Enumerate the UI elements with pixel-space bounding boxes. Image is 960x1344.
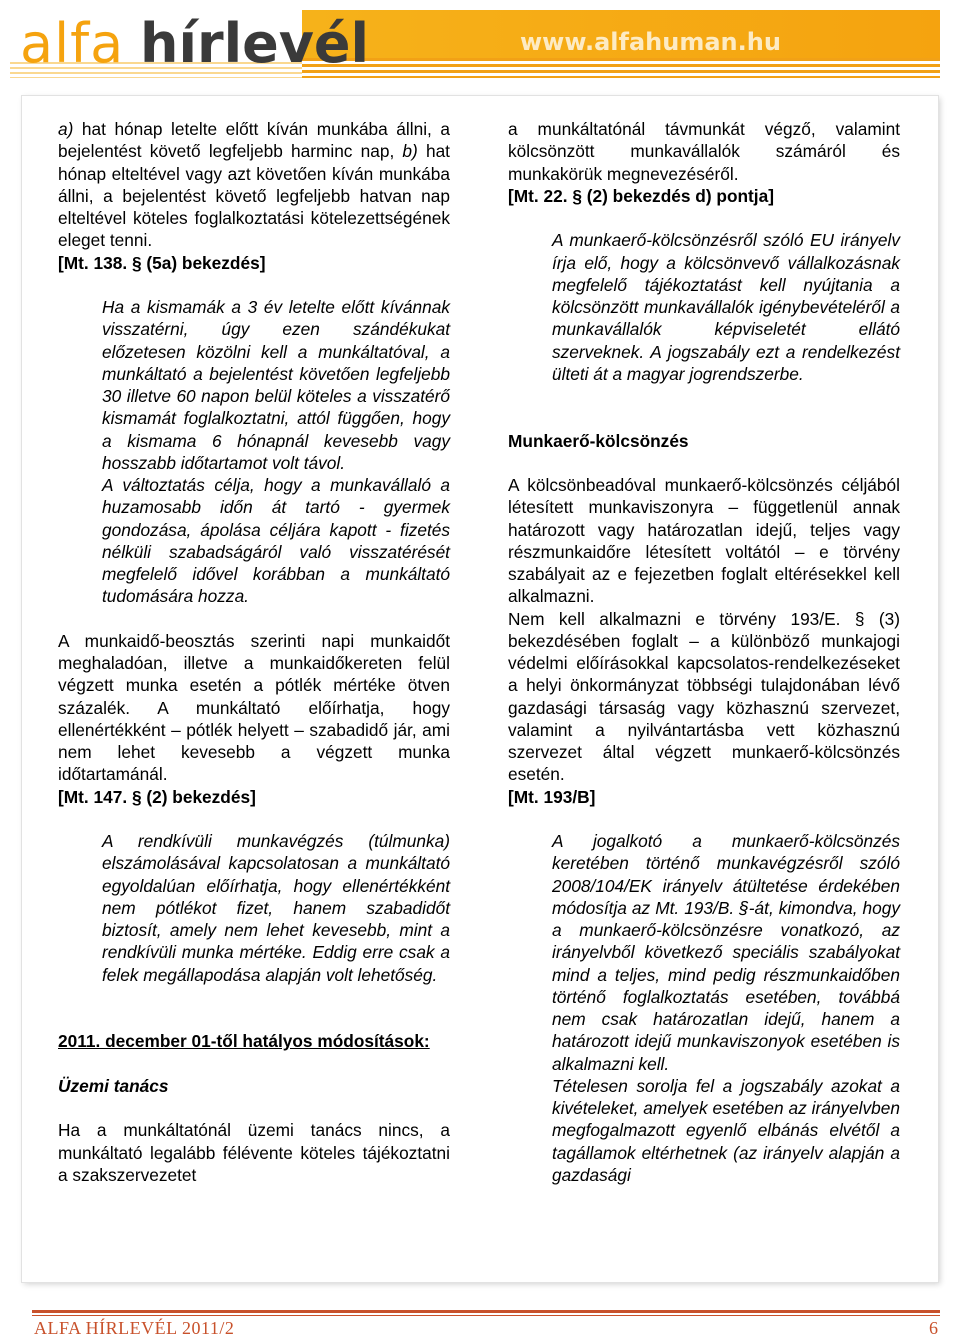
banner-stripes: [302, 58, 940, 78]
commentary-quote: A jogalkotó a munkaerő-kölcsönzés keretében történő munkavégzésről szóló 2008/104/EK irányelv átültetése érdekében módosítja az Mt. 193/B. §-át, kimondva, hogy a munkaerő-kölcsönzésre vonatkozó, az irányelvből következő speciális szabályokat mind a teljes, mind pedig részmunkaidőben történő foglalkoztatás esetében, továbbá nem csak határozatlan idejű, hanem a határozott idejű munkaviszonyok esetében is alkalmazni kell.: [552, 831, 900, 1074]
commentary-quote: A változtatás célja, hogy a munkavállaló a huzamosabb időn át tartó - gyermek gondozása, ápolása céljára kapott - fizetés nélküli szabadságáról való visszatérését megfelelő idővel korábban a munkáltató tudomására hozza.: [102, 475, 450, 607]
footer-publication: ALFA HÍRLEVÉL 2011/2: [34, 1318, 235, 1338]
page-number: 6: [929, 1318, 938, 1338]
commentary-quote: A munkaerő-kölcsönzésről szóló EU irányelv írja elő, hogy a kölcsönvevő vállalkozásnak megfelelő tájékoztatást kell nyújtania a kölcsönzött munkavállalók igénybevételéről a munkavállalók képviseletét ellátó szerveknek. A jogszabály ezt a rendelkezést ülteti át a magyar jogrendszerbe.: [552, 230, 900, 384]
commentary-quote: A rendkívüli munkavégzés (túlmunka) elszámolásával kapcsolatosan a munkáltató egyoldalúan előírhatja, hogy ellenértékként nem pótlékot fizet, hanem szabadidőt biztosít, amely nem lehet kevesebb, mint a rendkívüli munka mértéke. Eddig erre csak a felek megállapodása alapján volt lehetőség.: [102, 831, 450, 985]
paragraph-remote-workers: a munkáltatónál távmunkát végző, valamint kölcsönzött munkavállalók számáról és munkakörük megnevezéséről.: [508, 119, 900, 184]
law-reference: [Mt. 193/B]: [508, 786, 596, 807]
right-column: [508, 118, 900, 1186]
header-banner: [10, 10, 940, 86]
section-heading: 2011. december 01-től hatályos módosítások:: [58, 1031, 430, 1052]
law-reference: [Mt. 138. § (5a) bekezdés]: [58, 252, 266, 273]
paragraph-works-council: Ha a munkáltatónál üzemi tanács nincs, a munkáltató legalább félévente köteles tájékoztatni a szakszervezetet: [58, 1120, 450, 1185]
page-content: [22, 96, 938, 1282]
item-marker-a: a): [58, 119, 74, 139]
commentary-quote: Ha a kismamák a 3 év letelte előtt kívánnak visszatérni, úgy ezen szándékukat előzetesen közölni kell a munkáltatóval, a munkáltató a bejelentést követően legfeljebb 30 illetve 60 napon belül köteles a visszatérő kismamát foglalkoztatni, attól függően, hogy a kismama 6 hónapnál kevesebb vagy hosszabb időtartamot volt távol.: [102, 297, 450, 473]
item-a-text: hat hónap letelte előtt kíván munkába állni, a bejelentést követő legfeljebb harminc nap,: [58, 119, 450, 162]
subsection-heading: Üzemi tanács: [58, 1075, 169, 1096]
paragraph-lending: A kölcsönbeadóval munkaerő-kölcsönzés céljából létesített munkaviszonyra – függetlenül annak határozott vagy határozatlan idejű, teljes vagy részmunkaidőre létesített voltától – e törvény szabályait az e fejezetben foglalt eltérésekkel kell alkalmazni.: [508, 475, 900, 607]
section-heading: Munkaerő-kölcsönzés: [508, 430, 689, 451]
item-marker-b: b): [402, 141, 418, 162]
footer-divider-thin: [32, 1315, 940, 1316]
logo-hirlevel: hírlevél: [140, 12, 370, 75]
paragraph-exceptions: Nem kell alkalmazni e törvény 193/E. § (3) bekezdésében foglalt – a különböző munkajogi védelmi előírásokkal kapcsolatos-rendelkezéseket a helyi önkormányzat többségi tulajdonában lévő gazdasági társaság vagy közhasznú szervezet, valamint a nyilvántartásba vett közhasznú szervezet által végzett munkaerő-kölcsönzés esetén.: [508, 608, 900, 785]
law-reference: [Mt. 22. § (2) bekezdés d) pontja]: [508, 185, 774, 206]
law-reference: [Mt. 147. § (2) bekezdés]: [58, 786, 256, 807]
logo-alfa: alfa: [20, 12, 125, 75]
paragraph-overtime: A munkaidő-beosztás szerinti napi munkaidőt meghaladóan, illetve a munkaidőkereten felül végzett munka esetén a pótlék mértéke ötven százalék. A munkáltató előírhatja, hogy ellenértékként – pótlék helyett – szabadidő jár, ami nem lehet kevesebb a végzett munka időtartamánál.: [58, 630, 450, 785]
paragraph-return-deadlines: [58, 118, 450, 252]
footer-divider: [32, 1310, 940, 1313]
item-b-text: hat hónap elteltével vagy azt követően kíván munkába állni, a bejelentést követő legfeljebb hatvan nap elteltével köteles foglalkoztatási kötelezettségének eleget tenni.: [58, 141, 450, 251]
website-url: www.alfahuman.hu: [520, 28, 781, 56]
left-column: [58, 118, 450, 1186]
commentary-quote: Tételesen sorolja fel a jogszabály azokat a kivételeket, amelyek esetében az irányelvben megfogalmazott egyenlő elbánás elvétől a tagállamok eltérhetnek (az irányelv alapján a gazdasági: [552, 1075, 900, 1185]
